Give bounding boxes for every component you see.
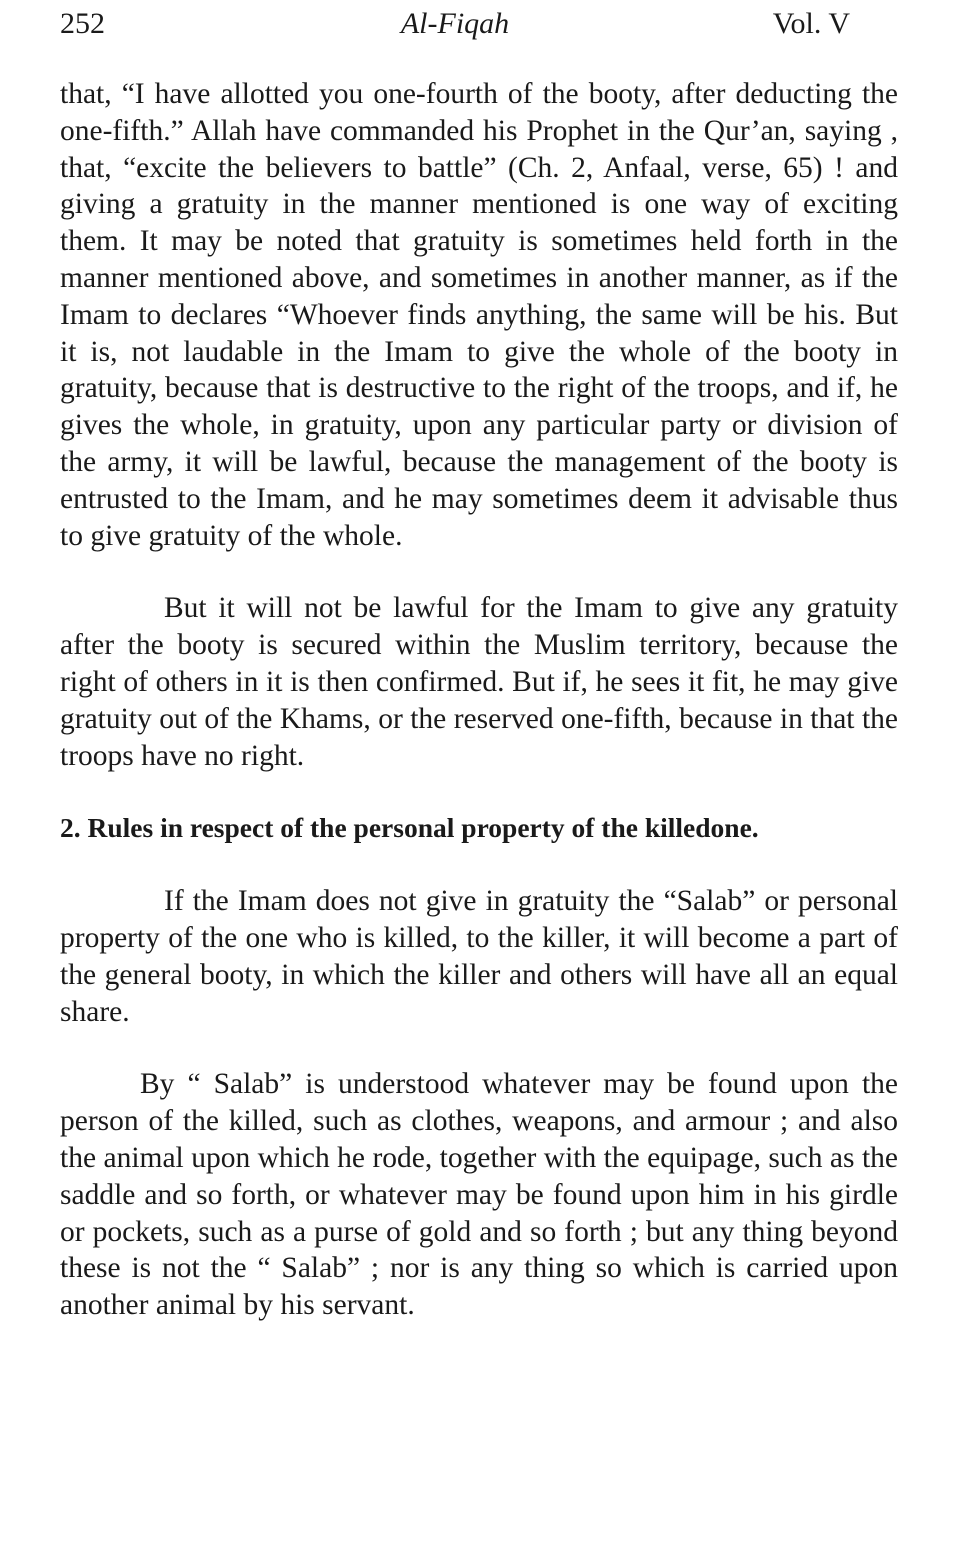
paragraph-continued: that, “I have allotted you one-fourth of the booty, after deducting the one-fifth.” Allah have commanded his Prophet in the Qur’an, saying , that, “excite the believers to battle” (Ch. 2, Anfaal, verse, 65) ! and giving a gratuity in the manner mentioned is one way of exciting them. It may be noted that gratuity is sometimes held forth in the manner mentioned above, and sometimes in another manner, as if the Imam to declares “Whoever finds anything, the same will be his. But it is, not laudable in the Imam to give the whole of the booty in gratuity, because that is destructive to the right of the troops, and if, he gives the whole, in gratuity, upon any particular party or division of the army, it will be lawful, because the management of the booty is entrusted to the Imam, and he may sometimes deem it advisable thus to give gratuity of the whole. — [60, 78, 898, 552]
page-number: 252 — [60, 7, 105, 40]
section-heading: 2. Rules in respect of the personal property of the killedone. — [60, 812, 759, 844]
book-title: Al-Fiqah — [400, 7, 510, 40]
paragraph-salab-booty: If the Imam does not give in gratuity the “Salab” or personal property of the one who is killed, to the killer, it will become a part of the general booty, in which the killer and others will have all an equal share. — [60, 885, 898, 1028]
volume-label: Vol. V — [772, 7, 850, 40]
body-text — [60, 76, 898, 1324]
paragraph-salab-definition: By “ Salab” is understood whatever may be found upon the person of the killed, such as clothes, weapons, and armour ; and also the animal upon which he rode, together with the equipage, such as the saddle and so forth, or whatever may be found upon him in his girdle or pockets, such as a purse of gold and so forth ; but any thing beyond these is not the “ Salab” ; nor is any thing so which is carried upon another animal by his servant. — [60, 1068, 898, 1322]
paragraph-lawful-gratuity: But it will not be lawful for the Imam to give any gratuity after the booty is secured within the Muslim territory, because the right of others in it is then confirmed. But if, he sees it fit, he may give gratuity out of the Khams, or the reserved one-fifth, because in that the troops have no right. — [60, 592, 898, 772]
running-head — [60, 4, 850, 44]
